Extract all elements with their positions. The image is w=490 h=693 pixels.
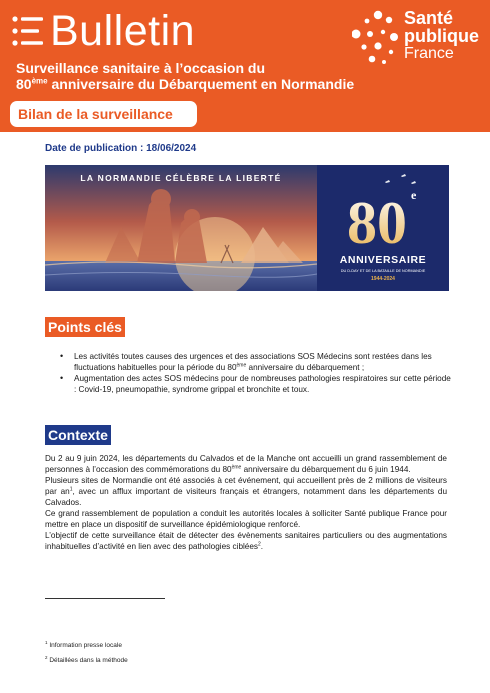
p1-text: Du 2 au 9 juin 2024, les départements du Calvados et de la Manche ont accueilli un grand rassemblement de personnes à l’occasion des commémorations du 80 xyxy=(45,454,447,474)
contexte-paragraph-4 xyxy=(45,530,447,552)
footnote-number: 2 xyxy=(45,654,48,660)
list-item xyxy=(60,373,455,395)
contexte-paragraph-1 xyxy=(45,453,447,475)
subtitle-rest: anniversaire du Débarquement en Normandie xyxy=(47,76,355,92)
bilan-surveillance-tab: Bilan de la surveillance xyxy=(10,101,197,127)
logo-line-1: Santé xyxy=(404,8,454,28)
contexte-paragraph-3: Ce grand rassemblement de population a conduit les autorités locales à solliciter Santé publique France pour mettre en place un dispositif de surveillance épidémiologique renforcé. xyxy=(45,509,447,529)
list-item-text: Les activités toutes causes des urgences et des associations SOS Médecins sont restées dans les fluctuations habituelles pour la période du 80 xyxy=(74,352,432,372)
points-cles-heading: Points clés xyxy=(45,317,125,337)
p1-text-end: anniversaire du débarquement du 6 juin 1944. xyxy=(241,465,411,474)
footnote-number: 1 xyxy=(45,639,48,645)
footnote-ref-2: 2 xyxy=(258,541,261,548)
logo-line-2: publique xyxy=(404,26,479,46)
contexte-paragraph-2 xyxy=(45,475,447,508)
footnote-ref-1: 1 xyxy=(69,486,73,493)
p4-text-end: . xyxy=(260,542,264,551)
banner-headline: LA NORMANDIE CÉLÈBRE LA LIBERTÉ xyxy=(80,173,282,183)
banner-word: ANNIVERSAIRE xyxy=(339,254,427,266)
banner-caption: DU D-DAY ET DE LA BATAILLE DE NORMANDIE xyxy=(340,269,426,273)
list-item xyxy=(60,351,455,373)
p4-text: L’objectif de cette surveillance était de détecter des évènements sanitaires particuliers ou des augmentations inhabituelles d’activité en lien avec des pathologies ciblées xyxy=(45,531,447,551)
footnote-2 xyxy=(45,656,128,665)
points-cles-list xyxy=(60,351,455,395)
publication-date: Date de publication : 18/06/2024 xyxy=(45,143,197,154)
footnote-text: Information presse locale xyxy=(47,642,122,649)
subtitle-line-2 xyxy=(16,76,376,92)
dday-80th-anniversary-banner xyxy=(45,165,449,291)
list-item-sup: ème xyxy=(236,362,247,369)
footnote-text: Détaillées dans la méthode xyxy=(47,657,128,664)
sante-publique-france-logo-icon xyxy=(352,10,402,66)
sante-publique-france-logo xyxy=(404,9,479,63)
contexte-heading: Contexte xyxy=(45,425,111,445)
banner-number: 80 xyxy=(347,190,407,256)
list-item-text: Augmentation des actes SOS médecins pour de nombreuses pathologies respiratoires sur cette période : Covid-19, pneumopathie, syndrome grippal et bronchite et toux. xyxy=(74,374,451,394)
bulletin-title: Bulletin xyxy=(50,7,196,55)
p2-text: Plusieurs sites de Normandie ont été associés à cet événement, qui accueillent près de 2 millions de visiteurs par an xyxy=(45,476,447,496)
banner-years: 1944-2024 xyxy=(371,276,395,282)
bulletin-subtitle xyxy=(16,60,376,92)
subtitle-line-1: Surveillance sanitaire à l’occasion du xyxy=(16,60,265,76)
list-item-text-end: anniversaire du débarquement ; xyxy=(246,363,365,372)
subtitle-number: 80 xyxy=(16,76,32,92)
bulletin-menu-icon xyxy=(12,14,44,48)
banner-number-sup: e xyxy=(411,188,417,202)
contexte-body xyxy=(45,453,447,552)
subtitle-sup: ème xyxy=(31,76,48,86)
bullet-icon: • xyxy=(60,351,64,361)
footnote-1 xyxy=(45,641,122,650)
p1-sup: ème xyxy=(231,464,242,471)
logo-line-3: France xyxy=(404,45,454,62)
p2-text-end: , avec un afflux important de visiteurs français et étrangers, notamment dans les départements du Calvados. xyxy=(45,487,447,507)
bullet-icon: • xyxy=(60,373,64,383)
bulletin-header xyxy=(0,0,490,132)
footnote-divider xyxy=(45,598,165,599)
